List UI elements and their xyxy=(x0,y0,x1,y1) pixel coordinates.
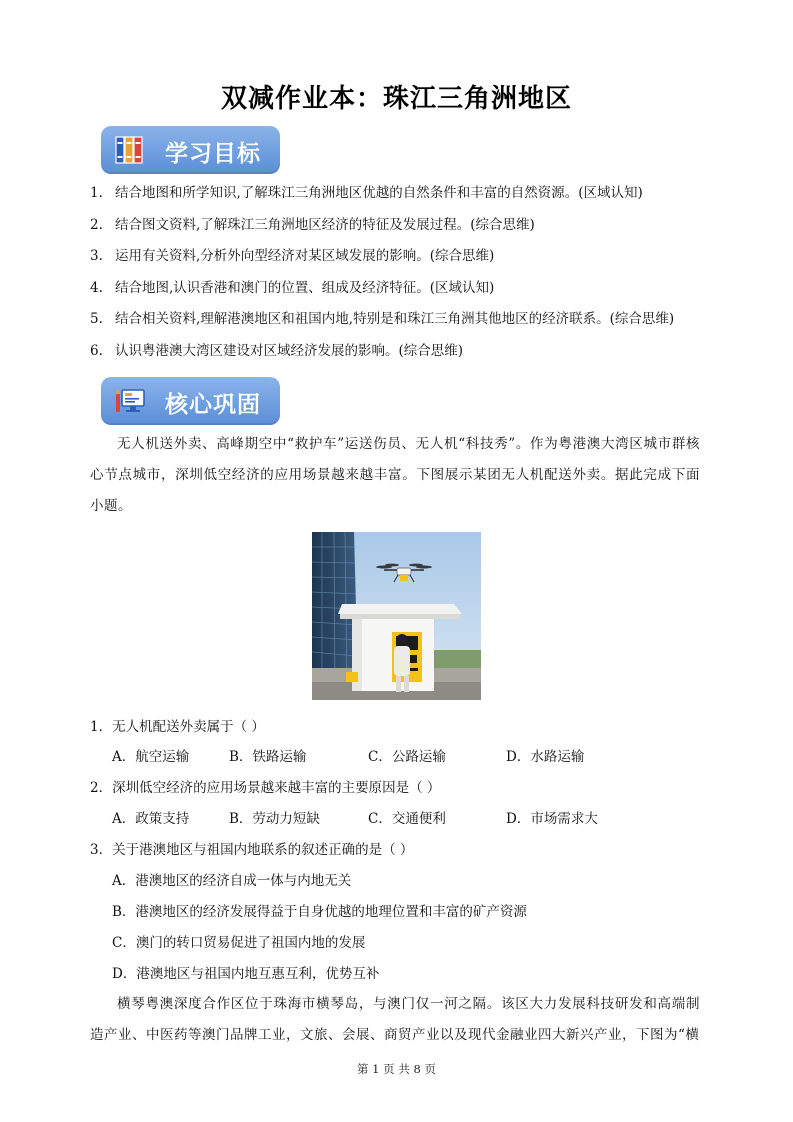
option-c[interactable]: C．交通便利 xyxy=(368,811,446,827)
goal-item: 2. 结合图文资料,了解珠江三角洲地区经济的特征及发展过程。(综合思维) xyxy=(90,216,535,233)
option-a[interactable]: A．港澳地区的经济自成一体与内地无关 xyxy=(112,873,352,889)
option-a[interactable]: A．政策支持 xyxy=(112,811,190,827)
goal-item: 3. 运用有关资料,分析外向型经济对某区域发展的影响。(综合思维) xyxy=(90,248,495,264)
option-d[interactable]: D．水路运输 xyxy=(506,749,585,765)
section-heading-goals: 学习目标 xyxy=(165,141,261,167)
drone-delivery-photo xyxy=(312,532,481,700)
question-2-options xyxy=(112,809,672,829)
page-title: 双减作业本：珠江三角洲地区 xyxy=(220,84,572,114)
question-1: 1．无人机配送外卖属于（ ） xyxy=(90,719,265,735)
option-d[interactable]: D．市场需求大 xyxy=(506,811,598,827)
option-d[interactable]: D．港澳地区与祖国内地互惠互利，优势互补 xyxy=(112,966,380,982)
option-b[interactable]: B．铁路运输 xyxy=(229,749,307,765)
goal-item: 1. 结合地图和所学知识,了解珠江三角洲地区优越的自然条件和丰富的自然资源。(区域认知) xyxy=(90,185,643,201)
reading-passage-2: 横琴粤澳深度合作区位于珠海市横琴岛，与澳门仅一河之隔。该区大力发展科技研发和高端制造产业、中医药等澳门品牌工业，文旅、会展、商贸产业以及现代金融业四大新兴产业，下图为“横 xyxy=(90,996,700,1043)
option-b[interactable]: B．劳动力短缺 xyxy=(229,811,320,827)
option-c[interactable]: C．澳门的转口贸易促进了祖国内地的发展 xyxy=(112,935,366,951)
option-a[interactable]: A．航空运输 xyxy=(112,749,190,765)
section-banner-core xyxy=(101,377,280,425)
computer-icon xyxy=(113,384,147,418)
question-1-options xyxy=(112,747,672,767)
option-c[interactable]: C．公路运输 xyxy=(368,749,446,765)
question-3: 3．关于港澳地区与祖国内地联系的叙述正确的是（ ） xyxy=(90,842,414,858)
page-footer: 第 1 页 共 8 页 xyxy=(357,1062,436,1076)
books-icon xyxy=(113,133,147,167)
reading-passage-1: 无人机送外卖、高峰期空中“救护车”运送伤员、无人机“科技秀”。作为粤港澳大湾区城市群核心节点城市，深圳低空经济的应用场景越来越丰富。下图展示某团无人机配送外卖。据此完成下面小题。 xyxy=(90,436,700,514)
option-b[interactable]: B．港澳地区的经济发展得益于自身优越的地理位置和丰富的矿产资源 xyxy=(112,904,527,920)
goal-item: 6. 认识粤港澳大湾区建设对区域经济发展的影响。(综合思维) xyxy=(90,342,464,359)
section-banner-goals xyxy=(101,126,280,174)
learning-goals-list xyxy=(90,183,730,372)
goal-item: 4. 结合地图,认识香港和澳门的位置、组成及经济特征。(区域认知) xyxy=(90,279,495,296)
goal-item: 5. 结合相关资料,理解港澳地区和祖国内地,特别是和珠江三角洲其他地区的经济联系。(综合思维) xyxy=(90,311,675,327)
question-2: 2．深圳低空经济的应用场景越来越丰富的主要原因是（ ） xyxy=(90,780,441,796)
section-heading-core: 核心巩固 xyxy=(165,392,261,418)
